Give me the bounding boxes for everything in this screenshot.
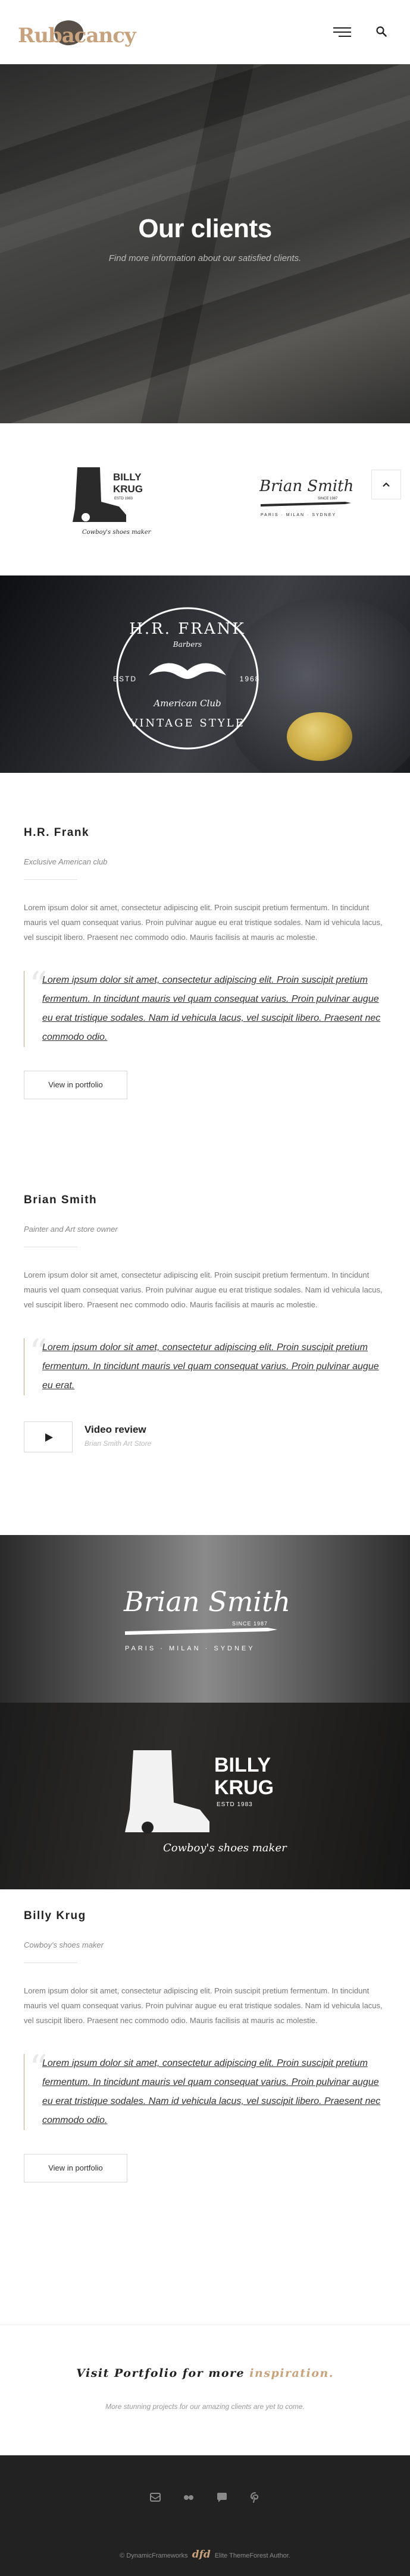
visit-title	[0, 2367, 410, 2380]
quote-icon: “	[29, 1332, 48, 1373]
client-title: Billy Krug	[24, 1910, 86, 1922]
client-description: Lorem ipsum dolor sit amet, consectetur adipiscing elit. Proin suscipit pretium fermentum. In tincidunt mauris vel quam consequat varius. Proin pulvinar augue eu erat tristique sodales. Nam id vehicula lacus, vel suscipit libero. Praesent nec commodo odio. Mauris facilisis at mauris ac molestie.	[24, 903, 383, 942]
badge-left: ESTD	[112, 675, 137, 683]
billy-banner-line2: KRUG	[214, 1776, 274, 1799]
video-title: Video review	[84, 1424, 146, 1435]
hr-frank-badge	[77, 592, 298, 765]
billy-banner-line1: BILLY	[214, 1754, 271, 1776]
client-quote	[24, 2047, 386, 2130]
copyright-text: © DynamicFrameworks	[120, 2552, 188, 2559]
billy-banner-est: ESTD 1983	[217, 1801, 253, 1808]
client-section-billy-krug	[24, 1910, 386, 2182]
client-description: Lorem ipsum dolor sit amet, consectetur adipiscing elit. Proin suscipit pretium fermentum. In tincidunt mauris vel quam consequat varius. Proin pulvinar augue eu erat tristique sodales. Nam id vehicula lacus, vel suscipit libero. Praesent nec commodo odio. Mauris facilisis at mauris ac molestie.	[24, 1986, 383, 2025]
flickr-icon[interactable]	[182, 2491, 195, 2504]
client-subtitle: Exclusive American club	[24, 857, 108, 866]
site-logo[interactable]	[18, 18, 136, 49]
visit-portfolio-cta	[0, 2325, 410, 2455]
billy-krug-banner-logo	[119, 1732, 298, 1863]
author-credit: Elite ThemeForest Author.	[214, 2552, 290, 2559]
badge-small: Barbers	[173, 640, 202, 649]
billy-logo-tagline: Cowboy's shoes maker	[82, 529, 151, 536]
client-description: Lorem ipsum dolor sit amet, consectetur adipiscing elit. Proin suscipit pretium fermentum. In tincidunt mauris vel quam consequat varius. Proin pulvinar augue eu erat tristique sodales. Nam id vehicula lacus, vel suscipit libero. Praesent nec commodo odio. Mauris facilisis at mauris ac molestie.	[24, 1270, 383, 1309]
client-subtitle: Cowboy's shoes maker	[24, 1940, 104, 1949]
video-review	[24, 1421, 386, 1452]
quote-text[interactable]: Lorem ipsum dolor sit amet, consectetur adipiscing elit. Proin suscipit pretium fermentum. In tincidunt mauris vel quam consequat varius. Proin pulvinar augue eu erat.	[42, 1342, 379, 1391]
badge-script: American Club	[154, 698, 221, 709]
logo-text: Rubacancy	[18, 24, 136, 48]
billy-logo-est: ESTD 1983	[114, 497, 133, 501]
quote-text[interactable]: Lorem ipsum dolor sit amet, consectetur adipiscing elit. Proin suscipit pretium fermentum. In tincidunt mauris vel quam consequat varius. Proin pulvinar augue eu erat tristique sodales. Nam id vehicula lacus, vel suscipit libero. Praesent nec commodo odio.	[42, 975, 381, 1042]
visit-subtitle: More stunning projects for our amazing clients are yet to come.	[105, 2402, 305, 2411]
client-title: Brian Smith	[24, 1194, 98, 1206]
hamburger-icon[interactable]	[333, 27, 351, 37]
hr-frank-banner-image	[0, 575, 410, 773]
pinterest-icon[interactable]	[249, 2491, 262, 2504]
brian-banner-cities: PARIS · MILAN · SYDNEY	[125, 1645, 255, 1652]
client-subtitle: Painter and Art store owner	[24, 1225, 118, 1234]
brian-banner-since: SINCE 1987	[232, 1621, 268, 1627]
quote-icon: “	[29, 964, 48, 1006]
client-section-hr-frank	[24, 826, 386, 1099]
badge-right: 1968	[239, 675, 261, 683]
quote-icon: “	[29, 2047, 48, 2089]
badge-bottom: VINTAGE STYLE	[130, 717, 245, 729]
client-section-brian-smith	[24, 1194, 386, 1452]
visit-title-text: Visit Portfolio for more	[76, 2367, 245, 2380]
footer-copyright	[0, 2549, 410, 2561]
page-title: Our clients	[138, 214, 272, 243]
billy-logo-line1: BILLY	[113, 471, 142, 483]
client-logos-row	[0, 423, 410, 575]
chat-icon[interactable]	[215, 2491, 229, 2504]
page-subtitle: Find more information about our satisfied clients.	[108, 253, 302, 263]
view-in-portfolio-button[interactable]: View in portfolio	[24, 2154, 127, 2182]
brian-smith-banner-image	[0, 1535, 410, 1703]
billy-banner-tagline: Cowboy's shoes maker	[163, 1842, 287, 1854]
inspiration-link[interactable]: inspiration.	[249, 2367, 334, 2380]
brian-banner-name: Brian Smith	[124, 1586, 291, 1618]
brian-logo-name: Brian Smith	[259, 477, 354, 495]
site-footer	[0, 2455, 410, 2576]
client-quote	[24, 964, 386, 1047]
brian-smith-logo[interactable]	[256, 464, 357, 529]
brian-logo-since: SINCE 1987	[318, 497, 338, 501]
chevron-up-icon	[382, 482, 390, 487]
badge-name: H.R. FRANK	[129, 620, 246, 638]
view-in-portfolio-button[interactable]: View in portfolio	[24, 1071, 127, 1099]
dribbble-icon[interactable]	[149, 2491, 162, 2504]
site-header	[0, 0, 410, 64]
mustache-icon	[149, 663, 226, 680]
billy-krug-logo[interactable]	[64, 449, 159, 545]
hero-banner	[0, 64, 410, 423]
brian-smith-banner-logo	[119, 1574, 292, 1663]
divider	[24, 879, 77, 880]
dfd-logo[interactable]: dfd	[192, 2549, 211, 2561]
video-subtitle: Brian Smith Art Store	[84, 1439, 152, 1448]
play-icon	[44, 1433, 54, 1442]
scroll-to-top-button[interactable]	[371, 470, 401, 499]
billy-logo-line2: KRUG	[113, 483, 143, 495]
divider	[24, 1962, 77, 1963]
play-video-button[interactable]	[24, 1421, 73, 1452]
quote-text[interactable]: Lorem ipsum dolor sit amet, consectetur adipiscing elit. Proin suscipit pretium fermentum. In tincidunt mauris vel quam consequat varius. Proin pulvinar augue eu erat tristique sodales. Nam id vehicula lacus, vel suscipit libero. Praesent nec commodo odio.	[42, 2058, 381, 2125]
billy-krug-banner-image	[0, 1703, 410, 1889]
brian-logo-cities: PARIS · MILAN · SYDNEY	[261, 513, 337, 517]
search-icon[interactable]	[376, 26, 387, 37]
client-title: H.R. Frank	[24, 826, 90, 839]
client-quote	[24, 1332, 386, 1395]
